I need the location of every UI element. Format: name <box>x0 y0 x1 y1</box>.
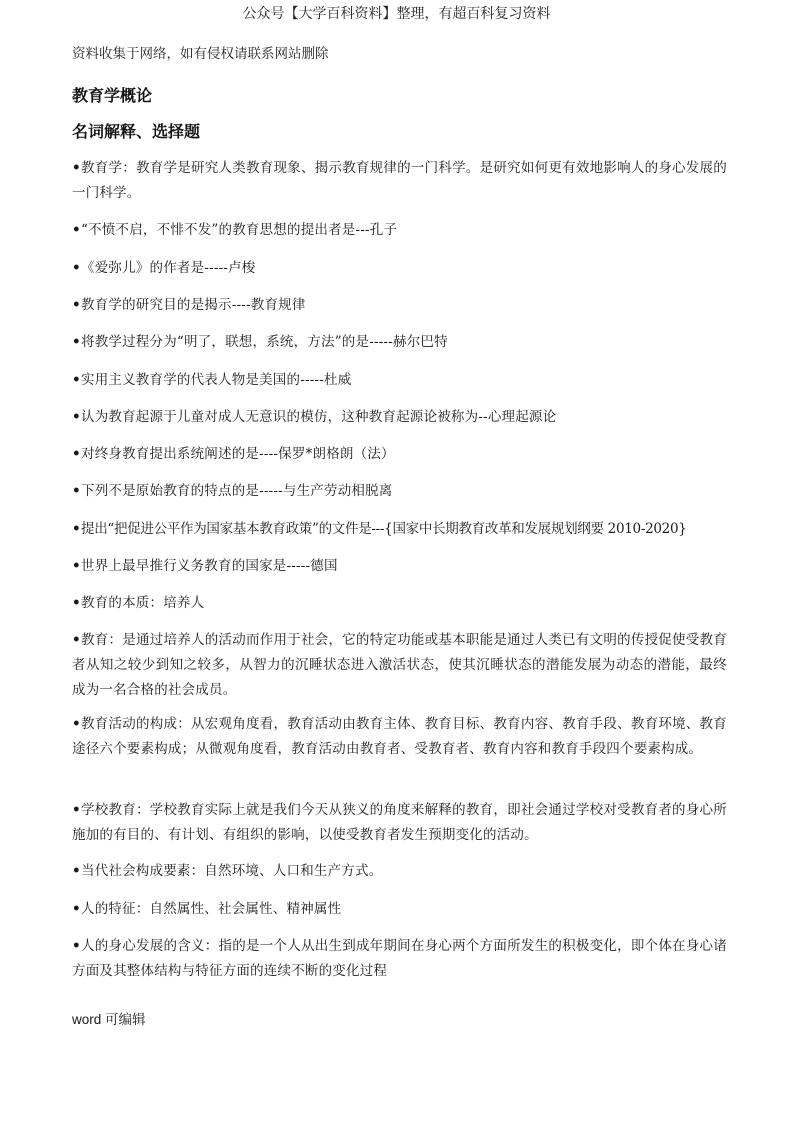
bullet-icon: • <box>72 802 81 818</box>
item-text: 教育活动的构成：从宏观角度看，教育活动由教育主体、教育目标、教育内容、教育手段、教育环境、教育途径六个要素构成；从微观角度看，教育活动由教育者、受教育者、教育内容和教育手段四个要素构成。 <box>72 716 727 757</box>
page-header: 公众号【大学百科资料】整理，有超百科复习资料 <box>242 6 551 22</box>
list-item <box>72 405 727 430</box>
bullet-icon: • <box>72 558 81 574</box>
list-item <box>72 934 727 984</box>
copyright-disclaimer: 资料收集于网络，如有侵权请联系网站删除 <box>72 46 329 62</box>
list-item <box>72 859 727 884</box>
document-title: 教育学概论 <box>72 86 153 105</box>
bullet-icon: • <box>72 160 81 176</box>
item-text: 将教学过程分为“明了，联想，系统，方法”的是-----赫尔巴特 <box>81 334 448 350</box>
item-text: 人的身心发展的含义：指的是一个人从出生到成年期间在身心两个方面所发生的积极变化，即个体在身心诸方面及其整体结构与特征方面的连续不断的变化过程 <box>72 938 727 979</box>
list-item <box>72 897 727 922</box>
list-item <box>72 628 727 703</box>
item-text: 人的特征：自然属性、社会属性、精神属性 <box>81 901 342 917</box>
list-item <box>72 442 727 467</box>
list-item <box>72 293 727 318</box>
item-text: 教育：是通过培养人的活动而作用于社会，它的特定功能或基本职能是通过人类已有文明的传授促使受教育者从知之较少到知之较多，从智力的沉睡状态进入激活状态，使其沉睡状态的潜能发展为动态的潜能，最终成为一名合格的社会成员。 <box>72 632 727 698</box>
item-text: “不愤不启，不悱不发”的教育思想的提出者是---孔子 <box>81 222 398 238</box>
bullet-icon: • <box>72 446 81 462</box>
bullet-icon: • <box>72 483 81 499</box>
bullet-icon: • <box>72 595 81 611</box>
bullet-icon: • <box>72 716 81 732</box>
list-item <box>72 256 727 281</box>
item-text: 《爱弥儿》的作者是-----卢梭 <box>81 260 256 276</box>
section-title: 名词解释、选择题 <box>72 122 201 141</box>
item-text: 教育学的研究目的是揭示----教育规律 <box>81 297 306 313</box>
bullet-icon: • <box>72 334 81 350</box>
item-text: 教育学：教育学是研究人类教育现象、揭示教育规律的一门科学。是研究如何更有效地影响人的身心发展的一门科学。 <box>72 160 727 201</box>
list-item <box>72 218 727 243</box>
list-item <box>72 330 727 355</box>
bullet-icon: • <box>72 521 81 537</box>
bullet-icon: • <box>72 632 81 648</box>
footer-note: word 可编辑 <box>72 1012 146 1027</box>
bullet-icon: • <box>72 863 81 879</box>
list-item <box>72 591 727 616</box>
item-text: 提出“把促进公平作为国家基本教育政策”的文件是---{国家中长期教育改革和发展规划纲要 2010-2020} <box>81 521 687 537</box>
item-text: 世界上最早推行义务教育的国家是-----德国 <box>81 558 338 574</box>
list-item <box>72 554 727 579</box>
item-text: 对终身教育提出系统阐述的是----保罗*朗格朗（法） <box>81 446 395 462</box>
item-text: 学校教育：学校教育实际上就是我们今天从狭义的角度来解释的教育，即社会通过学校对受教育者的身心所施加的有目的、有计划、有组织的影响，以使受教育者发生预期变化的活动。 <box>72 802 727 843</box>
item-text: 下列不是原始教育的特点的是-----与生产劳动相脱离 <box>81 483 393 499</box>
list-item <box>72 156 727 206</box>
bullet-icon: • <box>72 901 81 917</box>
bullet-icon: • <box>72 297 81 313</box>
item-text: 实用主义教育学的代表人物是美国的-----杜威 <box>81 372 352 388</box>
bullet-icon: • <box>72 222 81 238</box>
list-item <box>72 712 727 762</box>
list-item <box>72 368 727 393</box>
bullet-icon: • <box>72 938 81 954</box>
item-text: 教育的本质：培养人 <box>81 595 205 611</box>
bullet-icon: • <box>72 260 81 276</box>
list-item <box>72 479 727 504</box>
item-text: 当代社会构成要素：自然环境、人口和生产方式。 <box>81 863 383 879</box>
list-item <box>72 798 727 848</box>
list-item <box>72 517 727 542</box>
bullet-icon: • <box>72 409 81 425</box>
bullet-icon: • <box>72 372 81 388</box>
item-text: 认为教育起源于儿童对成人无意识的模仿，这种教育起源论被称为--心理起源论 <box>81 409 557 425</box>
